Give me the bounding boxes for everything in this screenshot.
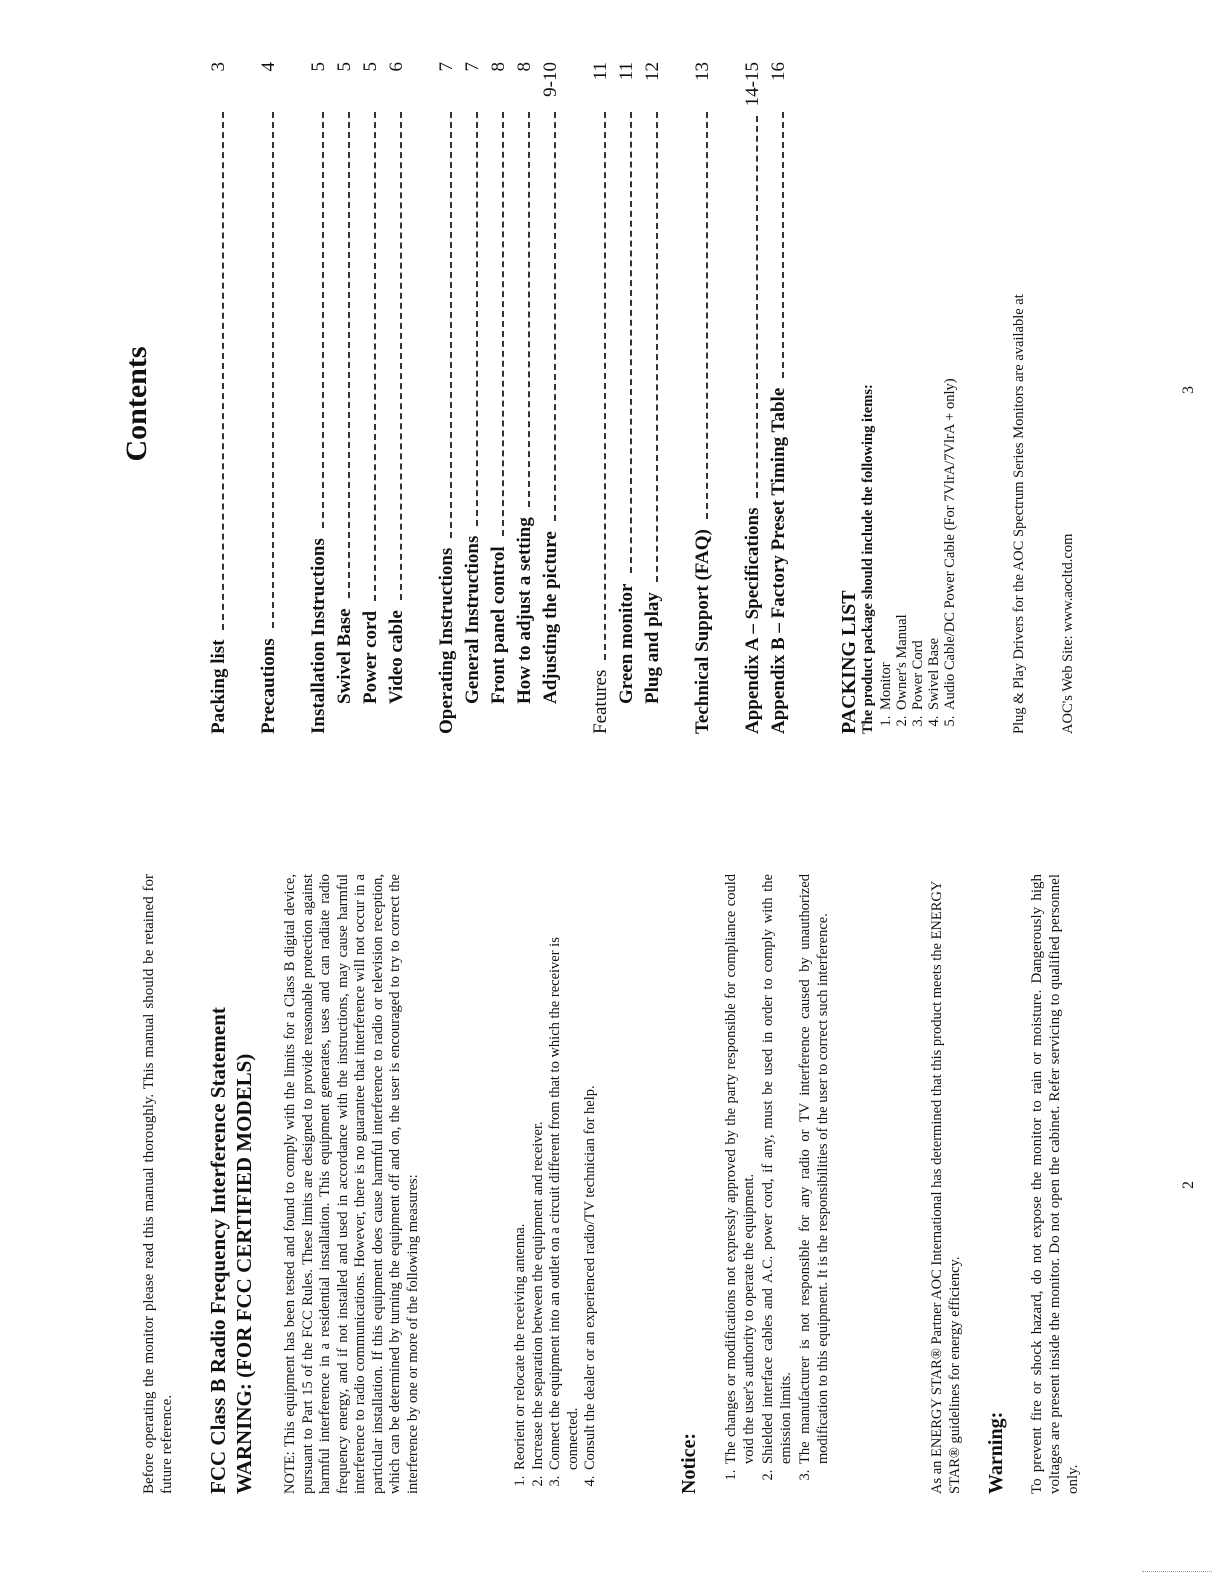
fcc-note-paragraph: NOTE: This equipment has been tested and found to comply with the limits for a Class B digital device, pursuant to Part 15 of the FCC Rules. These limits are designed to provide reasonable protection against harmful interference in a residential installation. This equipment generates, uses and can radiate radio frequency energy, and if not installed and used in accordance with the instructions, may cause harmful interference to radio communications. However, there is no guarantee that interference will not occur in a particular installation. If this equipment does cause harmful interference to radio or television reception, which can be determined by turning the equipment off and on, the user is encouraged to try to correct the interference by one or more of the following measures: [282,874,421,1494]
toc-entry-page: 16 [768,62,789,81]
toc-entry [692,62,718,734]
toc-entry-label: Operating Instructions [436,547,457,734]
toc-entry [742,62,768,734]
toc-entry-label: Precautions [258,638,279,734]
toc-leader-dots [450,112,452,538]
notice-list [722,874,833,1494]
toc-entry-page: 6 [386,62,407,72]
toc-leader-dots [706,112,708,519]
toc-entry-label: Adjusting the picture [540,531,561,704]
drivers-note: Plug & Play Drivers for the AOC Spectrum Series Monitors are available at [1011,294,1027,734]
toc-entry [642,62,668,734]
toc-entry [360,62,386,734]
warning-paragraph: To prevent fire or shock hazard, do not expose the monitor to rain or moisture. Dangerously high voltages are present inside the monitor. Do not open the cabinet. Refer servicing to qualified personnel only. [1029,874,1081,1494]
packing-list [878,378,958,734]
toc-entry-page: 7 [462,62,483,72]
toc-entry-page: 13 [692,62,713,81]
toc-entry-page: 5 [334,62,355,72]
left-page [0,864,1224,1504]
toc-leader-dots [476,112,478,526]
fcc-title-line-1: FCC Class B Radio Frequency Interference Statement [206,1007,230,1494]
toc-entry-page: 5 [360,62,381,72]
toc-entry-page: 3 [208,62,229,72]
packing-list-heading: PACKING LIST [838,590,860,734]
toc-entry-page: 8 [514,62,535,72]
toc-entry [768,62,794,734]
scan-artifact [1142,1571,1212,1580]
toc-leader-dots [554,112,556,521]
toc-entry-label: Swivel Base [334,608,355,704]
toc-entry-page: 9-10 [540,62,561,97]
website-line: AOC's Web Site: www.aocltd.com [1060,533,1076,734]
toc-leader-dots [400,112,402,600]
list-item: 1. Reorient or relocate the receiving antenna. [512,874,530,1472]
fcc-statement-title [205,854,257,1494]
toc-entry-label: Installation Instructions [308,538,329,734]
toc-entry [258,62,284,734]
list-item: 3. The manufacturer is not responsible for any radio or TV interference caused by unauthorized modification to this equipment. It is the responsibilities of the user to correct such interference. [796,874,832,1466]
list-item: 1. Monitor [878,378,894,712]
contents-title: Contents [120,346,153,462]
toc-entry-label: Front panel control [488,546,509,704]
toc-entry [308,62,334,734]
warning-heading: Warning: [985,1411,1007,1494]
toc-entry [334,62,360,734]
page-number: 3 [1180,386,1197,394]
toc-entry [616,62,642,734]
list-item: 3. Power Cord [910,378,926,712]
list-item: 1. The changes or modifications not expressly approved by the party responsible for compliance could void the user's authority to operate the equipment. [722,874,758,1466]
packing-list-intro: The product package should include the following items: [860,384,876,734]
toc-entry-page: 8 [488,62,509,72]
toc-entry [462,62,488,734]
list-item: 4. Consult the dealer or an experienced radio/TV technician for help. [582,874,600,1472]
toc-entry-label: Video cable [386,610,407,704]
right-page [0,34,1224,734]
toc-entry-page: 14-15 [742,62,763,107]
toc-entry-page: 4 [258,62,279,72]
list-item: 5. Audio Cable/DC Power Cable (For 7VlrA/7VlrA + only) [942,378,958,712]
toc-entry-label: Technical Support (FAQ) [692,529,713,734]
toc-leader-dots [604,112,606,660]
toc-entry-page: 11 [616,62,637,81]
toc-entry-label: Packing list [208,639,229,734]
list-item: 4. Swivel Base [926,378,942,712]
toc-entry [514,62,540,734]
toc-entry [488,62,514,734]
toc-entry-label: General Instructions [462,535,483,704]
toc-entry [436,62,462,734]
toc-leader-dots [222,112,224,630]
toc-entry-page: 5 [308,62,329,72]
intro-paragraph: Before operating the monitor please read this manual thoroughly. This manual should be retained for future reference. [141,874,175,1494]
energy-star-statement: As an ENERGY STAR® Partner AOC International has determined that this product meets the ENERGY STAR® guidelines for energy efficiency. [929,881,963,1494]
toc-entry-label: Green monitor [616,583,637,704]
toc-leader-dots [528,112,530,507]
notice-heading: Notice: [678,1432,700,1494]
toc-entry-page: 7 [436,62,457,72]
toc-entry-label: Appendix B – Factory Preset Timing Table [768,387,789,734]
toc-entry-label: Features [590,669,611,734]
toc-leader-dots [272,112,274,628]
toc-entry-page: 12 [642,62,663,81]
fcc-title-line-2: WARNING: (FOR FCC CERTIFIED MODELS) [232,1053,256,1494]
toc-leader-dots [502,112,504,536]
toc-leader-dots [630,112,632,574]
toc-leader-dots [782,112,784,378]
toc-entry-page: 11 [590,62,611,81]
toc-leader-dots [322,112,324,528]
measures-list [512,874,600,1494]
toc-leader-dots [756,116,758,497]
list-item: 2. Owner's Manual [894,378,910,712]
toc-entry [540,62,566,734]
toc-entry-label: How to adjust a setting [514,517,535,704]
list-item: 3. Connect the equipment into an outlet on a circuit different from that to which the receiver is connected. [547,874,582,1472]
toc-entry-label: Plug and play [642,592,663,704]
list-item: 2. Shielded interface cables and A.C. power cord, if any, must be used in order to comply with the emission limits. [759,874,795,1466]
toc-entry [386,62,412,734]
toc-entry [590,62,616,734]
toc-leader-dots [348,112,350,598]
toc-leader-dots [656,112,658,582]
page-number: 2 [1180,1181,1197,1189]
toc-entry-label: Appendix A – Specifications [742,507,763,734]
toc-leader-dots [374,112,376,601]
toc-entry-label: Power cord [360,610,381,704]
toc-entry [208,62,234,734]
list-item: 2. Increase the separation between the equipment and receiver. [530,874,548,1472]
